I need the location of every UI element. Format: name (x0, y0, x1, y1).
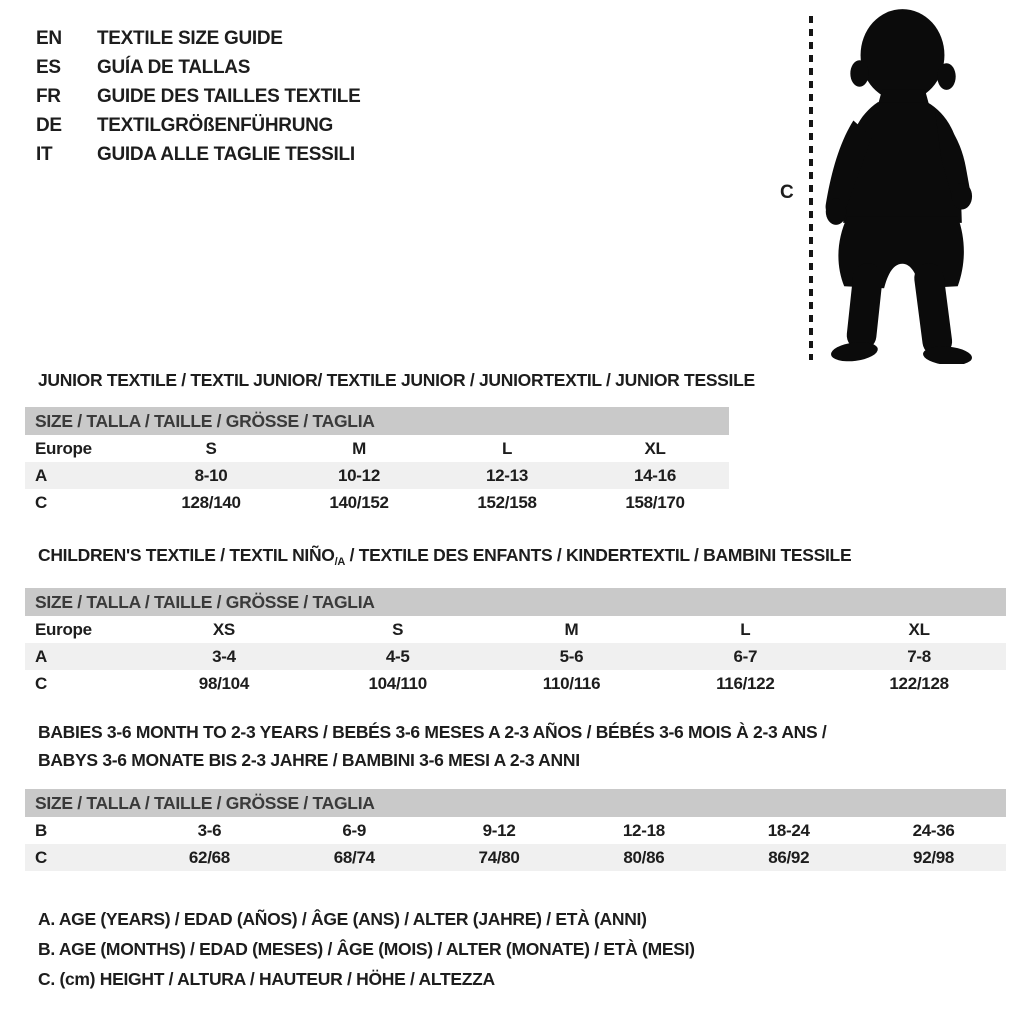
table-row-height (25, 489, 729, 516)
lang-code-en: EN (36, 27, 62, 49)
cell: 68/74 (333, 847, 375, 867)
cell: L (740, 619, 751, 639)
height-marker-label: C (780, 182, 794, 203)
row-label: C (35, 673, 47, 693)
lang-row-it (36, 140, 360, 169)
lang-code-de: DE (36, 114, 62, 136)
table-row-age-months (25, 817, 1006, 844)
height-dotted-line (809, 16, 813, 360)
babies-size-table (25, 789, 1006, 871)
legend-line-b: B. AGE (MONTHS) / EDAD (MESES) / ÂGE (MOIS) / ALTER (MONATE) / ETÀ (MESI) (38, 939, 695, 959)
size-header-bar: SIZE / TALLA / TAILLE / GRÖSSE / TAGLIA (25, 588, 1006, 616)
table-header-row (25, 789, 1006, 817)
lang-row-es (36, 53, 360, 82)
cell: 62/68 (188, 847, 230, 867)
lang-code-it: IT (36, 143, 53, 165)
cell: 3-4 (212, 646, 236, 666)
lang-row-en (36, 24, 360, 53)
row-label: A (35, 465, 47, 485)
lang-title-de: TEXTILGRÖßENFÜHRUNG (97, 114, 334, 136)
children-section-title (38, 545, 851, 568)
table-row-height (25, 670, 1006, 697)
lang-row-de (36, 111, 360, 140)
cell: 8-10 (194, 465, 228, 485)
height-figure (768, 4, 998, 366)
junior-size-table (25, 407, 729, 516)
row-label: B (35, 820, 47, 840)
cell: 86/92 (768, 847, 810, 867)
cell: XL (908, 619, 930, 639)
cell: L (501, 438, 513, 458)
row-label: Europe (35, 619, 92, 639)
lang-code-es: ES (36, 56, 61, 78)
table-row-europe (25, 616, 1006, 643)
cell: 110/116 (542, 673, 601, 693)
cell: 116/122 (716, 673, 775, 693)
legend-block (38, 904, 695, 994)
cell: 12-18 (622, 820, 665, 840)
cell: 152/158 (477, 492, 537, 512)
lang-title-fr: GUIDE DES TAILLES TEXTILE (97, 85, 361, 107)
legend-line-a: A. AGE (YEARS) / EDAD (AÑOS) / ÂGE (ANS) / ALTER (JAHRE) / ETÀ (ANNI) (38, 909, 647, 929)
cell: 140/152 (329, 492, 389, 512)
lang-title-es: GUÍA DE TALLAS (97, 56, 251, 78)
table-header-row (25, 588, 1006, 616)
cell: 74/80 (478, 847, 520, 867)
cell: 9-12 (482, 820, 516, 840)
cell: XS (212, 619, 235, 639)
lang-code-fr: FR (36, 85, 61, 107)
cell: 98/104 (198, 673, 249, 693)
row-label: C (35, 492, 47, 512)
cell: 80/86 (623, 847, 665, 867)
babies-title-line1: BABIES 3-6 MONTH TO 2-3 YEARS / BEBÉS 3-6 MESES A 2-3 AÑOS / BÉBÉS 3-6 MOIS À 2-3 ANS / (38, 722, 827, 742)
cell: 14-16 (634, 465, 676, 485)
cell: 122/128 (889, 673, 949, 693)
lang-row-fr (36, 82, 360, 111)
children-title-text: CHILDREN'S TEXTILE / TEXTIL NIÑO (38, 545, 335, 565)
cell: M (564, 619, 579, 639)
table-row-age (25, 462, 729, 489)
cell: S (205, 438, 217, 458)
cell: XL (644, 438, 666, 458)
cell: 92/98 (913, 847, 955, 867)
table-row-europe (25, 435, 729, 462)
cell: 24-36 (912, 820, 955, 840)
cell: 104/110 (368, 673, 427, 693)
row-label: A (35, 646, 47, 666)
junior-section-title: JUNIOR TEXTILE / TEXTIL JUNIOR/ TEXTILE JUNIOR / JUNIORTEXTIL / JUNIOR TESSILE (38, 370, 755, 390)
size-header-bar: SIZE / TALLA / TAILLE / GRÖSSE / TAGLIA (25, 789, 1006, 817)
babies-section-title (38, 718, 827, 774)
cell: 10-12 (338, 465, 380, 485)
row-label: Europe (35, 438, 92, 458)
row-label: C (35, 847, 47, 867)
cell: S (392, 619, 404, 639)
cell: 6-9 (342, 820, 367, 840)
cell: 128/140 (181, 492, 241, 512)
language-title-block (36, 24, 360, 169)
children-title-text-after: / TEXTILE DES ENFANTS / KINDERTEXTIL / BAMBINI TESSILE (345, 545, 852, 565)
lang-title-it: GUIDA ALLE TAGLIE TESSILI (97, 143, 355, 165)
table-row-height (25, 844, 1006, 871)
cell: 158/170 (625, 492, 685, 512)
cell: 5-6 (559, 646, 584, 666)
size-header-bar: SIZE / TALLA / TAILLE / GRÖSSE / TAGLIA (25, 407, 729, 435)
toddler-silhouette-icon (820, 6, 985, 364)
legend-line-c: C. (cm) HEIGHT / ALTURA / HAUTEUR / HÖHE / ALTEZZA (38, 969, 495, 989)
cell: M (352, 438, 366, 458)
children-title-subscript: /A (334, 556, 346, 568)
cell: 12-13 (486, 465, 528, 485)
babies-title-line2: BABYS 3-6 MONATE BIS 2-3 JAHRE / BAMBINI 3-6 MESI A 2-3 ANNI (38, 750, 580, 770)
cell: 18-24 (767, 820, 810, 840)
cell: 6-7 (733, 646, 758, 666)
cell: 4-5 (385, 646, 410, 666)
table-row-age (25, 643, 1006, 670)
table-header-row (25, 407, 729, 435)
cell: 3-6 (197, 820, 222, 840)
children-size-table (25, 588, 1006, 697)
cell: 7-8 (907, 646, 931, 666)
lang-title-en: TEXTILE SIZE GUIDE (97, 27, 283, 49)
